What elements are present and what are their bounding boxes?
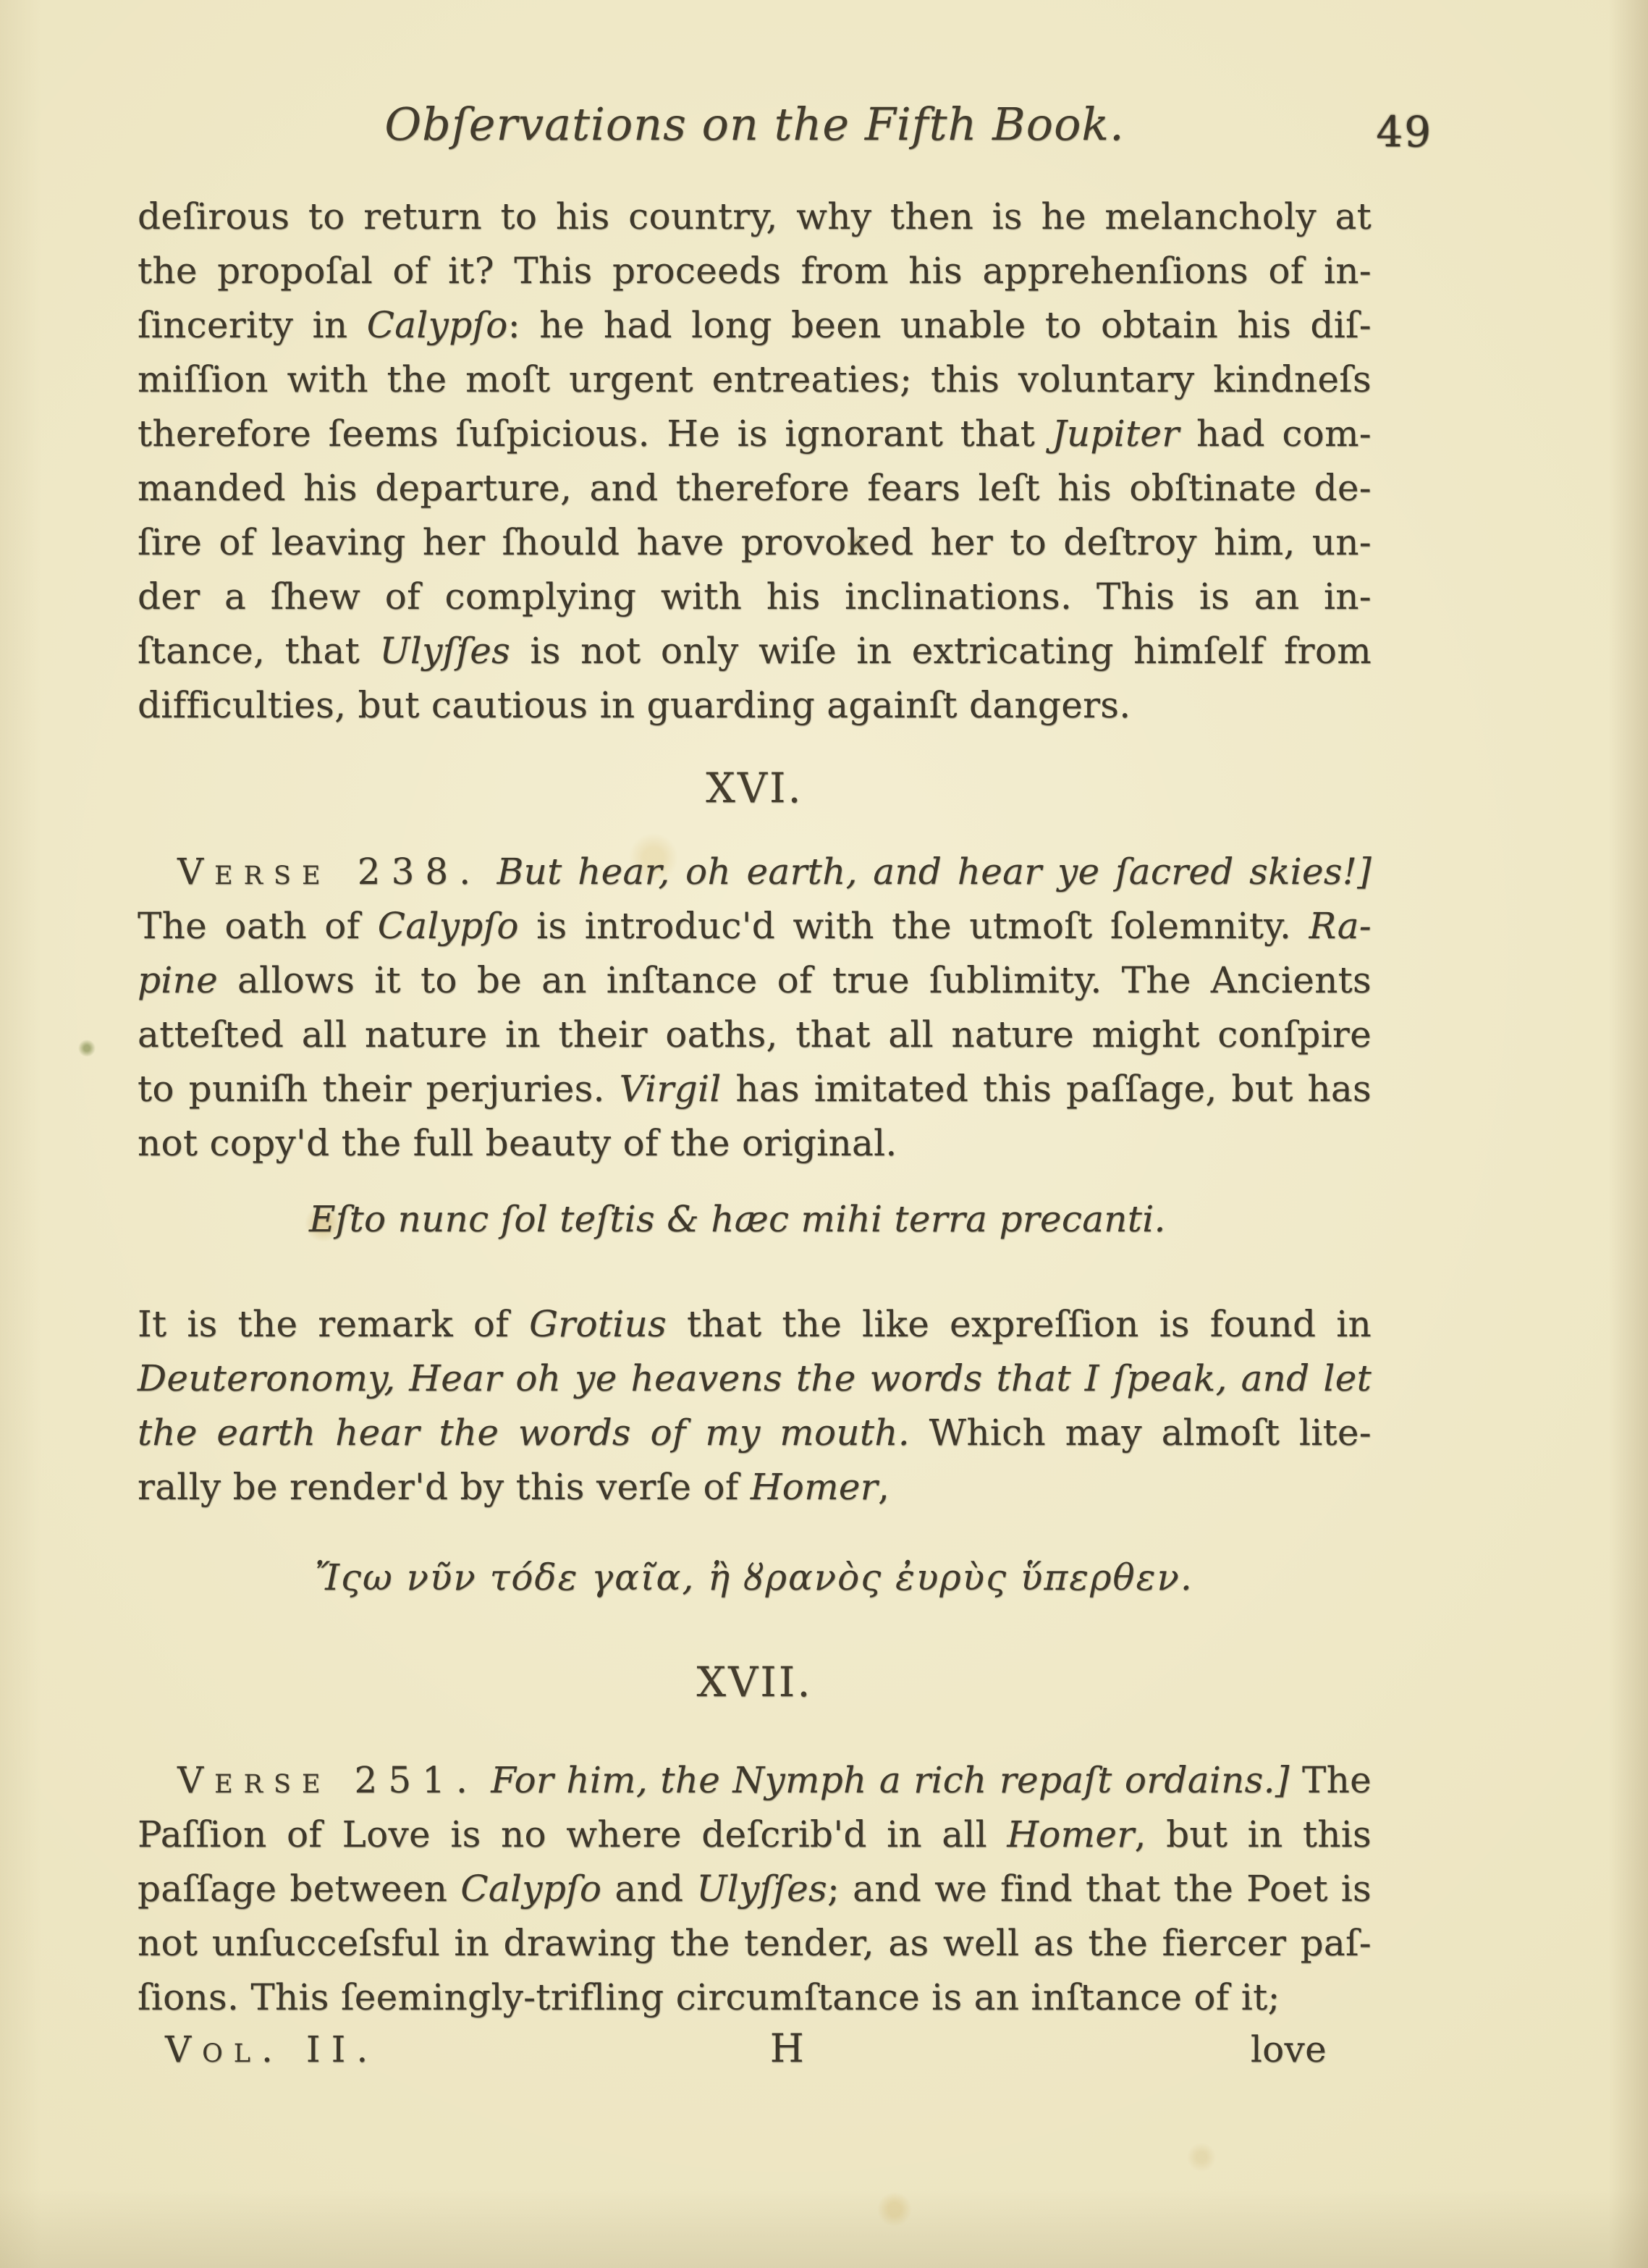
text-line: manded his departure, and therefore fears leſt his obſtinate de- [138,467,1372,509]
text-line: the earth hear the words of my mouth. Which may almoſt lite- [138,1412,1372,1454]
verse-reference-line: Verse 251. For him, the Nymph a rich repaſt ordains.] The [177,1759,1372,1801]
section-heading-xvi: XVI. [706,764,803,812]
text-line: pine allows it to be an inſtance of true ſublimity. The Ancients [138,959,1372,1001]
text-line: difficulties, but cautious in guarding againſt dangers. [138,684,1131,726]
text-line: deſirous to return to his country, why then is he melancholy at [138,195,1372,237]
latin-quotation: Eſto nunc ſol teſtis & hæc mihi terra precanti. [309,1198,1166,1240]
greek-quotation: Ἴςω νῦν τόδε γαῖα, ἢ ȣρανὸς ἐυρὺς ὕπερθεν. [315,1556,1193,1598]
text-line: Deuteronomy, Hear oh ye heavens the words that I ſpeak, and let [138,1357,1372,1399]
text-line: ſire of leaving her ſhould have provoked her to deſtroy him, un- [138,521,1372,563]
text-line: ſions. This ſeemingly-trifling circumſtance is an inſtance of it; [138,1976,1280,2018]
text-line: to puniſh their perjuries. Virgil has imitated this paſſage, but has [138,1068,1372,1110]
text-line: ſtance, that Ulyſſes is not only wiſe in extricating himſelf from [138,630,1372,672]
text-line: therefore ſeems ſuſpicious. He is ignorant that Jupiter had com- [138,413,1372,455]
text-line: The oath of Calypſo is introduc'd with the utmoſt ſolemnity. Ra- [138,905,1372,947]
page-number: 49 [1376,107,1432,156]
text-line: Paſſion of Love is no where deſcrib'd in all Homer, but in this [138,1813,1372,1855]
page-footer [138,2026,1372,2072]
text-line: atteſted all nature in their oaths, that all nature might conſpire [138,1013,1372,1055]
text-line: ſincerity in Calypſo: he had long been unable to obtain his diſ- [138,304,1372,346]
text-line: miſſion with the moſt urgent entreaties; this voluntary kindneſs [138,358,1372,400]
text-line: not copy'd the full beauty of the original. [138,1122,897,1164]
volume-label: Vol. II. [165,2028,379,2070]
paragraph-continuation [138,190,1372,733]
verse-reference-line: Verse 238. But hear, oh earth, and hear ye ſacred skies!] [177,851,1372,893]
note-xvii-paragraph [138,1753,1372,2025]
note-xvi-paragraph [138,845,1372,1171]
text-block [138,93,1372,2072]
text-line: It is the remark of Grotius that the like expreſſion is found in [138,1303,1372,1345]
text-line: paſſage between Calypſo and Ulyſſes; and we find that the Poet is [138,1868,1372,1910]
remark-paragraph [138,1297,1372,1514]
text-line: der a ſhew of complying with his inclinations. This is an in- [138,576,1372,617]
text-line: rally be render'd by this verſe of Homer, [138,1466,890,1508]
section-heading-xvii: XVII. [696,1658,813,1706]
signature-mark: H [769,2025,805,2071]
text-line: not unſucceſsful in drawing the tender, as well as the fiercer paſ- [138,1922,1372,1964]
text-line: the propoſal of it? This proceeds from his apprehenſions of in- [138,250,1372,292]
running-header-title: Obſervations on the Fifth Book. [384,98,1125,151]
catchword: love [1250,2028,1327,2070]
